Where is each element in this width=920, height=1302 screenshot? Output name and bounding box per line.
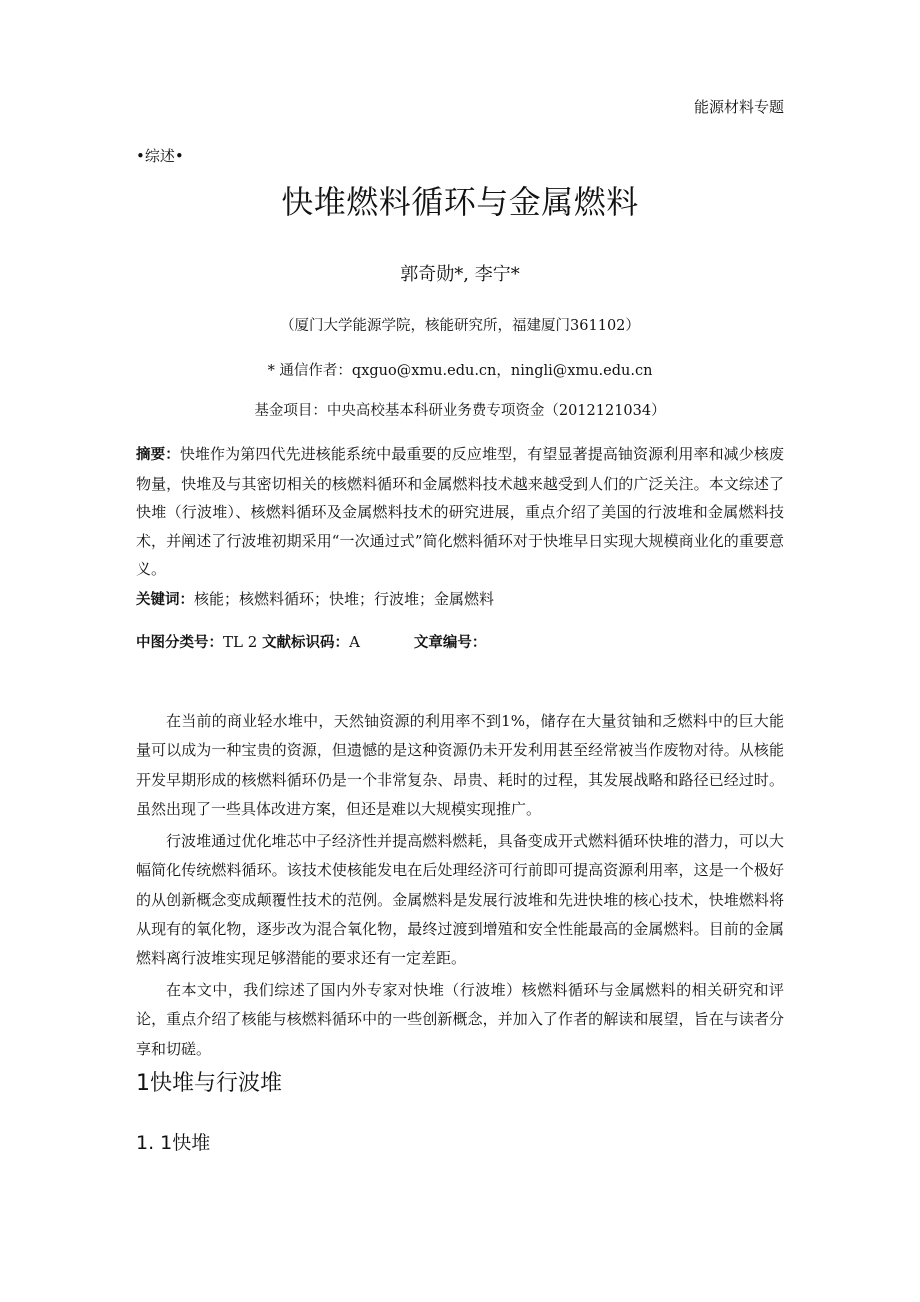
- section-tag: •综述•: [136, 147, 184, 165]
- abstract-text: 快堆作为第四代先进核能系统中最重要的反应堆型，有望显著提高铀资源利用率和减少核废物量，快堆及与其密切相关的核燃料循环和金属燃料技术越来越受到人们的广泛关注。本文综述了快堆（行波堆）、核燃料循环及金属燃料技术的研究进展，重点介绍了美国的行波堆和金属燃料技术，并阐述了行波堆初期采用“一次通过式”简化燃料循环对于快堆早日实现大规模商业化的重要意义。: [136, 445, 784, 578]
- keywords-text: 核能；核燃料循环；快堆；行波堆；金属燃料: [194, 590, 495, 608]
- authors: 郭奇勋*, 李宁*: [400, 264, 520, 285]
- article-no-label: 文章编号：: [413, 635, 487, 651]
- section-heading-1: 1快堆与行波堆: [136, 1071, 282, 1096]
- clc-label: 中图分类号：: [136, 635, 223, 651]
- keywords: [136, 587, 784, 612]
- subsection-heading-1-1: 1. 1快堆: [136, 1132, 211, 1154]
- keywords-label: 关键词：: [136, 592, 194, 608]
- journal-section-header: 能源材料专题: [693, 98, 784, 116]
- body-paragraph-1: 在当前的商业轻水堆中，天然铀资源的利用率不到1%，储存在大量贫铀和乏燃料中的巨大能量可以成为一种宝贵的资源，但遗憾的是这种资源仍未开发利用甚至经常被当作废物对待。从核能开发早期形成的核燃料循环仍是一个非常复杂、昂贵、耗时的过程，其发展战略和路径已经过时。虽然出现了一些具体改进方案，但还是难以大规模实现推广。: [136, 712, 784, 818]
- abstract: [136, 440, 784, 584]
- fund-info: 基金项目：中央高校基本科研业务费专项资金（2012121034）: [254, 403, 666, 419]
- classification-line: [136, 630, 836, 655]
- doc-code-label: 文献标识码：: [262, 635, 350, 651]
- corresponding-author: * 通信作者：qxguo@xmu.edu.cn，ningli@xmu.edu.cn: [267, 363, 653, 379]
- body-paragraph-3: 在本文中，我们综述了国内外专家对快堆（行波堆）核燃料循环与金属燃料的相关研究和评论，重点介绍了核能与核燃料循环中的一些创新概念，并加入了作者的解读和展望，旨在与读者分享和切磋。: [136, 981, 784, 1058]
- body-paragraph-2: 行波堆通过优化堆芯中子经济性并提高燃料燃耗，具备变成开式燃料循环快堆的潜力，可以大幅简化传统燃料循环。该技术使核能发电在后处理经济可行前即可提高资源利用率，这是一个极好的从创新概念变成颠覆性技术的范例。金属燃料是发展行波堆和先进快堆的核心技术，快堆燃料将从现有的氧化物，逐步改为混合氧化物，最终过渡到增殖和安全性能最高的金属燃料。目前的金属燃料离行波堆实现足够潜能的要求还有一定差距。: [136, 832, 784, 968]
- affiliation: （厦门大学能源学院，核能研究所，福建厦门361102）: [280, 318, 640, 334]
- clc-value: TL 2: [223, 633, 258, 651]
- doc-code-value: A: [349, 633, 360, 651]
- paper-title: 快堆燃料循环与金属燃料: [281, 183, 639, 221]
- abstract-label: 摘要：: [136, 447, 180, 463]
